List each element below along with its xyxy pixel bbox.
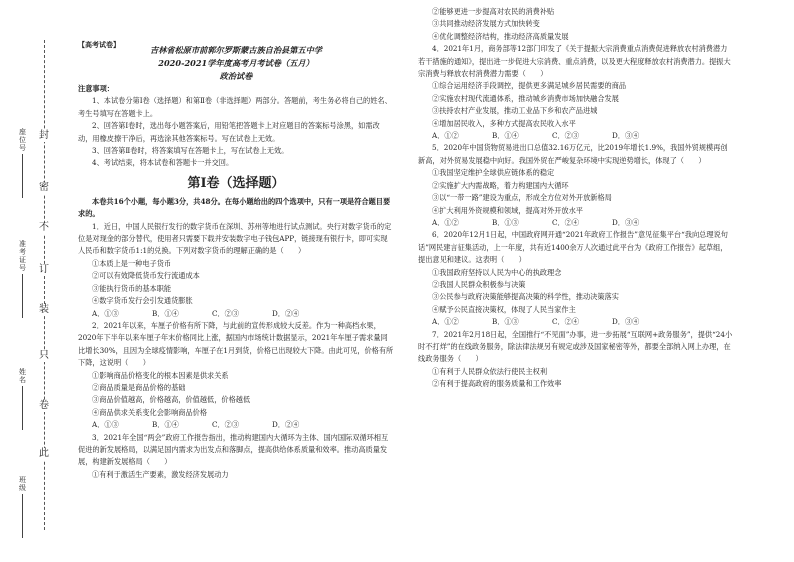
answer-choices [418, 217, 734, 229]
seal-char: 卷 [39, 400, 49, 411]
question-option: ②我国人民群众积极参与决策 [432, 279, 526, 289]
question-stem-4: 4．2021年1月，商务部等12部门印发了《关于提振大宗消费重点消费促进释放农村消费潜力若干措施的通知》，提出进一步促进大宗消费、重点消费，以及更大程度释放农村消费潜力。提振大宗消费与释放农村消费潜力需要（ ） [418, 44, 731, 79]
notice-item: 1、本试卷分第Ⅰ卷（选择题）和第Ⅱ卷（非选择题）两部分。答题前，考生务必将自己的姓名、考生号填写在答题卡上。 [78, 96, 392, 118]
question-option: ④商品供求关系变化会影响商品价格 [92, 407, 208, 417]
choice-d[interactable]: D．③④ [612, 317, 640, 327]
question-option: ③能执行货币的基本职能 [92, 283, 172, 293]
seat-number-line [22, 154, 23, 198]
right-column [418, 6, 734, 391]
choice-a[interactable]: A．①③ [92, 308, 119, 318]
choice-c[interactable]: C．②③ [212, 420, 240, 430]
seal-char: 封 [39, 130, 49, 141]
seal-char: 此 [39, 448, 49, 459]
subject-title: 政治试卷 [219, 71, 253, 81]
question-option: ①综合运用经济手段调控，提供更多满足城乡居民需要的商品 [432, 81, 627, 91]
question-option: ④数字货币发行会引发通货膨胀 [92, 296, 193, 306]
notice-item: 4、考试结束，将本试卷和答题卡一并交回。 [92, 158, 234, 168]
exam-number-label: 准考证号 [19, 240, 26, 272]
question-stem-6: 6．2020年12月1日起，中国政府网开通“2021年政府工作报告”意见征集平台“我向总理说句话”网民建言征集活动，上一年度，共有近1400余万人次通过此平台为《政府工作报告》起草组，提出意见和建议。这表明（ ） [418, 230, 728, 265]
question-option: ④增加居民收入，多种方式提高农民收入水平 [432, 118, 576, 128]
question-option: ①我国政府坚持以人民为中心的执政理念 [432, 267, 562, 277]
question-option: ②实施农村现代流通体系，推动城乡消费市场加快融合发展 [432, 93, 619, 103]
left-column [78, 0, 394, 481]
school-title: 吉林省松原市前郭尔罗斯蒙古族自治县第五中学 [150, 45, 322, 55]
question-stem-7: 7．2021年2月18日起，全国推行“不见面”办事，进一步拓展“互联网+政务服务”，提供“24小时不打烊”的在线政务服务，除法律法规另有规定或涉及国家秘密等外，都要全部纳入网上办理，在线政务服务（ ） [418, 329, 733, 364]
question-option: ②可以有效降低货币发行流通成本 [92, 271, 200, 281]
name-field[interactable] [18, 368, 27, 430]
choice-c[interactable]: C．②④ [552, 317, 580, 327]
question-option: ③商品价值越高，价格越高，价值越低，价格越低 [92, 395, 251, 405]
answer-choices [78, 419, 394, 431]
seal-char: 只 [39, 350, 49, 361]
question-option: ③公民参与政府决策能够提高决策的科学性，推动决策落实 [432, 292, 619, 302]
class-label: 班级 [19, 476, 26, 492]
answer-choices [78, 308, 394, 320]
question-option: ①本质上是一种电子货币 [92, 258, 172, 268]
choice-d[interactable]: D．③④ [612, 217, 640, 227]
question-option: ③共同推动经济发展方式加快转变 [432, 19, 540, 29]
choice-c[interactable]: C．②④ [552, 217, 580, 227]
choice-a[interactable]: A．①② [432, 317, 459, 327]
notice-heading: 注意事项： [78, 84, 114, 93]
seat-number-field[interactable] [18, 128, 27, 198]
choice-a[interactable]: A．①② [432, 131, 459, 141]
question-stem-1: 1．近日，中国人民银行发行的数字货币在深圳、苏州等地进行试点测试。央行对数字货币的定位是对现金的部分替代，使用者只需要下载并安装数字电子钱包APP，链接现有银行卡，即可实现人民币和数字货币1:1的兑换。下列对数字货币的理解正确的是（ ） [78, 221, 392, 256]
question-stem-3: 3．2021年全国“两会”政府工作报告指出，推动构建国内大循环为主体、国内国际双循环相互促进的新发展格局，以满足国内需求为出发点和落脚点，提高供给体系质量和效率。推动高质量发展，构建新发展格局（ ） [78, 432, 389, 467]
exam-badge: 【高考试卷】 [78, 40, 120, 49]
answer-choices [418, 316, 734, 328]
binding-strip [0, 0, 60, 562]
choice-b[interactable]: B．①④ [492, 131, 519, 141]
question-option: ①有利于激活生产要素，激发经济发展动力 [92, 469, 229, 479]
seal-char: 不 [39, 222, 49, 233]
choice-d[interactable]: D．③④ [612, 131, 640, 141]
choice-c[interactable]: C．②③ [552, 131, 580, 141]
question-option: ②商品质量是商品价格的基础 [92, 382, 186, 392]
question-option: ④扩大利用外资规模和领域，提高对外开放水平 [432, 205, 583, 215]
choice-b[interactable]: B．①③ [492, 217, 519, 227]
year-title: 2020-2021学年度高考月考试卷（五月） [158, 58, 314, 68]
seal-char: 密 [39, 182, 49, 193]
question-option: ①有利于人民群众依法行使民主权利 [432, 366, 548, 376]
seat-number-label: 座位号 [19, 128, 26, 152]
question-option: ④优化调整经济结构，推动经济高质量发展 [432, 31, 569, 41]
question-option: ④赋予公民直接决策权，体现了人民当家作主 [432, 304, 576, 314]
answer-choices [418, 130, 734, 142]
question-option: ③扶持农村产业发展，推动工业品下乡和农产品进城 [432, 106, 598, 116]
question-option: ②能够更进一步提高对农民的消费补贴 [432, 7, 555, 16]
choice-d[interactable]: D．②④ [272, 308, 300, 318]
choice-d[interactable]: D．②④ [272, 420, 300, 430]
notice-item: 3、回答第Ⅱ卷时，将答案填写在答题卡上，写在试卷上无效。 [92, 146, 289, 156]
question-stem-5: 5．2020年中国货物贸易进出口总值32.16万亿元，比2019年增长1.9%，我国外贸规模再创新高，对外贸易发展稳中向好。我国外贸在严峻复杂环境中实现逆势增长，体现了（ ） [418, 143, 728, 165]
seal-char: 装 [39, 304, 49, 315]
name-line [22, 386, 23, 430]
choice-b[interactable]: B．①③ [492, 317, 519, 327]
question-stem-2: 2．2021年以来，车厘子价格有所下降，与此前的宣传形成较大反差。作为一种高档水果，2020年下半年以来车厘子年末价格同比上涨，据国内市场统计数据显示，2021年车厘子需求量同比增长30%，且因为全球疫情影响，车厘子在1月到货，价格已出现较大下降。由此可见，价格有所下降，这说明（ ） [78, 320, 394, 368]
notice-item: 2、回答第Ⅰ卷时，选出每小题答案后，用铅笔把答题卡上对应题目的答案标号涂黑，如需改动，用橡皮擦干净后，再选涂其他答案标号。写在试卷上无效。 [78, 121, 380, 143]
choice-c[interactable]: C．②③ [212, 308, 240, 318]
section-intro: 本卷共16个小题，每小题3分，共48分。在每小题给出的四个选项中，只有一项是符合题目要求的。 [78, 196, 391, 219]
section-title: 第Ⅰ卷（选择题） [187, 175, 285, 191]
exam-number-line [22, 274, 23, 318]
question-option: ②有利于提高政府的服务质量和工作效率 [432, 379, 562, 389]
question-option: ①我国坚定维护全球供应链体系的稳定 [432, 168, 555, 178]
class-line [22, 494, 23, 538]
question-option: ③以“一带一路”建设为重点，形成全方位对外开放新格局 [432, 193, 612, 203]
choice-a[interactable]: A．①② [432, 217, 459, 227]
choice-b[interactable]: B．①④ [152, 420, 179, 430]
question-option: ②实施扩大内需战略，着力构建国内大循环 [432, 180, 569, 190]
class-field[interactable] [18, 476, 27, 538]
choice-a[interactable]: A．①③ [92, 420, 119, 430]
seal-char: 订 [39, 264, 49, 275]
choice-b[interactable]: B．①④ [152, 308, 179, 318]
exam-number-field[interactable] [18, 240, 27, 318]
name-label: 姓名 [19, 368, 26, 384]
question-option: ①影响商品价格变化的根本因素是供求关系 [92, 370, 229, 380]
